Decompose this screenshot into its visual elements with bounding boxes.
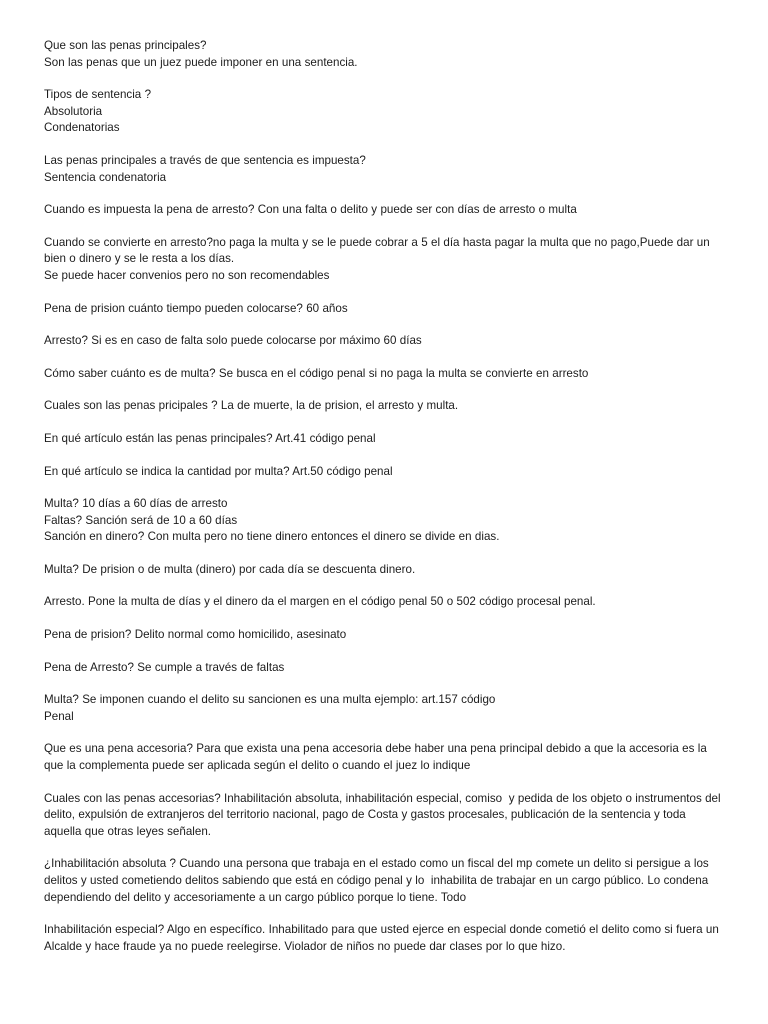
text-line: Cuales son las penas pricipales ? La de muerte, la de prision, el arresto y multa. bbox=[44, 399, 459, 413]
paragraph-articulo-penas-principales bbox=[44, 431, 724, 448]
paragraph-pena-de-prision-delito bbox=[44, 627, 724, 644]
text-line: Tipos de sentencia ? bbox=[44, 88, 152, 102]
text-line: Multa? Se imponen cuando el delito su sancionen es una multa ejemplo: art.157 código bbox=[44, 693, 496, 707]
text-line: Que son las penas principales? bbox=[44, 39, 207, 52]
paragraph-multa-ejemplo-articulo bbox=[44, 692, 724, 725]
text-line: Multa? 10 días a 60 días de arresto bbox=[44, 497, 228, 511]
text-line: Las penas principales a través de que sentencia es impuesta? bbox=[44, 153, 366, 167]
text-line: Sentencia condenatoria bbox=[44, 170, 167, 184]
text-line: Pena de prision cuánto tiempo pueden colocarse? 60 años bbox=[44, 301, 348, 315]
text-line: Pena de prision? Delito normal como homicilido, asesinato bbox=[44, 628, 347, 642]
paragraph-cuales-penas-principales bbox=[44, 398, 724, 415]
text-line: Inhabilitación especial? Algo en específico. Inhabilitado para que usted ejerce en especial donde cometió el delito como si fuera un Alcalde y hace fraude ya no puede reelegirse. Violador de niños no puede dar clases por lo que hizo. bbox=[44, 923, 722, 953]
text-line: Condenatorias bbox=[44, 121, 120, 135]
paragraph-conversion-en-arresto bbox=[44, 235, 724, 285]
text-line: Cuales con las penas accesorias? Inhabilitación absoluta, inhabilitación especial, comiso y pedida de los objeto o instrumentos del delito, expulsión de extranjeros del territorio nacional, pago de Costa y gastos procesales, publicación de la sentencia y toda aquella que otras leyes señalen. bbox=[44, 791, 724, 838]
text-line: Arresto. Pone la multa de días y el dinero da el margen en el código penal 50 o 502 código procesal penal. bbox=[44, 595, 596, 609]
document-body bbox=[44, 38, 724, 955]
paragraph-arresto-falta-maximo bbox=[44, 333, 724, 350]
paragraph-arresto-margen-codigo bbox=[44, 594, 724, 611]
text-line: Arresto? Si es en caso de falta solo puede colocarse por máximo 60 días bbox=[44, 334, 422, 348]
paragraph-multa-descuento-dinero bbox=[44, 562, 724, 579]
text-line: Se puede hacer convenios pero no son recomendables bbox=[44, 268, 330, 282]
paragraph-penas-principales-definicion bbox=[44, 38, 724, 71]
paragraph-tipos-de-sentencia bbox=[44, 87, 724, 137]
text-line: Penal bbox=[44, 709, 74, 723]
paragraph-pena-de-prision-tiempo bbox=[44, 301, 724, 318]
text-line: Absolutoria bbox=[44, 104, 103, 118]
paragraph-cuanto-es-de-multa bbox=[44, 366, 724, 383]
paragraph-sentencia-impuesta bbox=[44, 153, 724, 186]
text-line: Pena de Arresto? Se cumple a través de faltas bbox=[44, 660, 285, 674]
paragraph-pena-de-arresto-faltas bbox=[44, 660, 724, 677]
paragraph-pena-accesoria-definicion bbox=[44, 741, 724, 774]
text-line: Que es una pena accesoria? Para que exista una pena accesoria debe haber una pena principal debido a que la accesoria es la que la complementa puede ser aplicada según el delito o cuando el juez lo indique bbox=[44, 742, 711, 773]
paragraph-inhabilitacion-especial bbox=[44, 922, 724, 955]
text-line: ¿Inhabilitación absoluta ? Cuando una persona que trabaja en el estado como un fiscal del mp comete un delito si persigue a los delitos y usted cometiendo delitos sabiendo que está en código penal y lo inhabilita de trabajar en un cargo público. Lo condena dependiendo del delito y accesoriamente a un cargo público porque lo tiene. Todo bbox=[44, 857, 713, 904]
text-line: Multa? De prision o de multa (dinero) por cada día se descuenta dinero. bbox=[44, 562, 416, 576]
text-line: Sanción en dinero? Con multa pero no tiene dinero entonces el dinero se divide en dias. bbox=[44, 530, 500, 544]
text-line: Faltas? Sanción será de 10 a 60 días bbox=[44, 513, 238, 527]
paragraph-pena-de-arresto-impuesta bbox=[44, 202, 724, 219]
text-line: En qué artículo se indica la cantidad por multa? Art.50 código penal bbox=[44, 464, 393, 478]
paragraph-multa-faltas-sancion bbox=[44, 496, 724, 546]
paragraph-cuales-penas-accesorias bbox=[44, 791, 724, 841]
paragraph-inhabilitacion-absoluta bbox=[44, 856, 724, 906]
paragraph-articulo-cantidad-multa bbox=[44, 464, 724, 481]
text-line: Cuando es impuesta la pena de arresto? Con una falta o delito y puede ser con días de arresto o multa bbox=[44, 203, 577, 217]
text-line: Cuando se convierte en arresto?no paga la multa y se le puede cobrar a 5 el día hasta pagar la multa que no pago,Puede dar un bien o dinero y se le resta a los días. bbox=[44, 235, 714, 266]
text-line: Son las penas que un juez puede imponer en una sentencia. bbox=[44, 55, 358, 69]
text-line: En qué artículo están las penas principales? Art.41 código penal bbox=[44, 431, 376, 445]
text-line: Cómo saber cuánto es de multa? Se busca en el código penal si no paga la multa se convierte en arresto bbox=[44, 366, 589, 380]
